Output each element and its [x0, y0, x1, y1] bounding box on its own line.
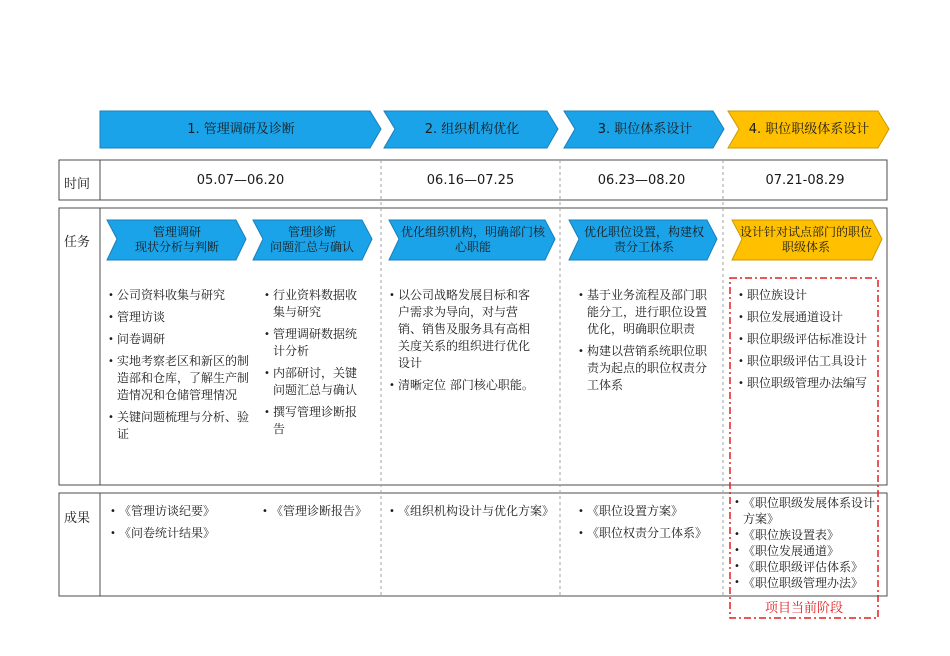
phase-label-3: 3. 职位体系设计	[597, 121, 693, 137]
result-item: • 《管理访谈纪要》	[110, 503, 255, 520]
result-item: • 《职位发展通道》	[734, 543, 876, 559]
task-items-5	[738, 287, 872, 397]
task-label-1: 管理调研 现状分析与判断	[134, 225, 219, 254]
task-label-4: 优化职位设置，构建权责分工体系	[583, 225, 704, 254]
result-item: • 《职位设置方案》	[578, 503, 708, 520]
task-item: • 以公司战略发展目标和客户需求为导向，对与营销、销售及服务具有高相关度关系的组织进行优化设计	[389, 287, 539, 372]
task-label-5: 设计针对试点部门的职位职级体系	[739, 225, 872, 254]
task-item: • 职位职级管理办法编写	[738, 375, 872, 392]
result-items-4	[578, 503, 708, 547]
result-items-1	[110, 503, 255, 547]
phase-label-1: 1. 管理调研及诊断	[187, 121, 295, 137]
phase-time-2: 06.16—07.25	[426, 173, 515, 188]
result-item: • 《职位职级管理办法》	[734, 575, 876, 591]
phase-label-2: 2. 组织机构优化	[424, 121, 520, 137]
task-item: • 清晰定位 部门核心职能。	[389, 377, 539, 394]
task-items-1	[108, 287, 250, 448]
result-item: • 《管理诊断报告》	[262, 503, 362, 520]
task-item: • 管理调研数据统计分析	[264, 326, 364, 360]
result-items-5	[734, 495, 876, 591]
task-item: • 撰写管理诊断报告	[264, 404, 364, 438]
task-item: • 问卷调研	[108, 331, 250, 348]
phase-label-4: 4. 职位职级体系设计	[748, 121, 870, 137]
result-item: • 《问卷统计结果》	[110, 525, 255, 542]
row-label-time: 时间	[64, 177, 91, 192]
result-items-2	[262, 503, 368, 525]
task-label-2: 管理诊断 问题汇总与确认	[269, 225, 354, 254]
result-item: • 《组织机构设计与优化方案》	[389, 503, 549, 520]
task-item: • 职位发展通道设计	[738, 309, 872, 326]
task-items-3	[389, 287, 539, 399]
task-item: • 行业资料数据收集与研究	[264, 287, 364, 321]
result-items-3	[389, 503, 555, 525]
task-item: • 公司资料收集与研究	[108, 287, 250, 304]
task-item: • 内部研讨，关键问题汇总与确认	[264, 365, 364, 399]
phase-time-4: 07.21-08.29	[765, 173, 845, 188]
task-items-4	[578, 287, 714, 399]
result-item: • 《职位职级发展体系设计方案》	[734, 495, 876, 527]
task-items-2	[264, 287, 364, 443]
task-item: • 职位职级评估标准设计	[738, 331, 872, 348]
row-label-tasks: 任务	[64, 235, 91, 250]
row-label-results: 成果	[64, 511, 91, 526]
result-item: • 《职位族设置表》	[734, 527, 876, 543]
result-item: • 《职位权责分工体系》	[578, 525, 708, 542]
phase-time-3: 06.23—08.20	[597, 173, 686, 188]
task-item: • 职位族设计	[738, 287, 872, 304]
task-item: • 构建以营销系统职位职责为起点的职位权责分工体系	[578, 343, 714, 394]
task-item: • 关键问题梳理与分析、验证	[108, 409, 250, 443]
task-label-3: 优化组织机构，明确部门核心职能	[400, 225, 545, 254]
result-item: • 《职位职级评估体系》	[734, 559, 876, 575]
task-item: • 职位职级评估工具设计	[738, 353, 872, 370]
task-item: • 基于业务流程及部门职能分工，进行职位设置优化，明确职位职责	[578, 287, 714, 338]
task-item: • 管理访谈	[108, 309, 250, 326]
current-stage-note: 项目当前阶段	[764, 601, 843, 616]
task-item: • 实地考察老区和新区的制造部和仓库，了解生产制造情况和仓储管理情况	[108, 353, 250, 404]
phase-time-1: 05.07—06.20	[196, 173, 285, 188]
